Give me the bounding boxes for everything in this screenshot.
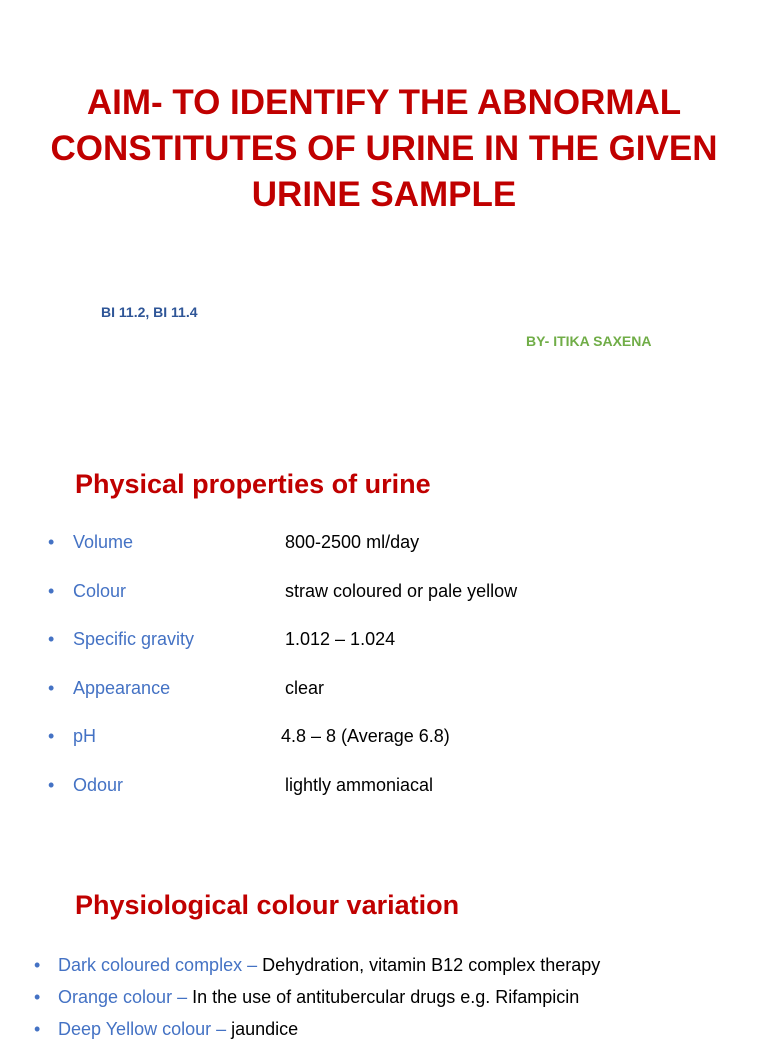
- bullet-icon: •: [34, 955, 41, 975]
- bullet-icon: •: [48, 726, 55, 746]
- curriculum-codes: BI 11.2, BI 11.4: [101, 304, 198, 320]
- list-item: [48, 676, 748, 725]
- physical-properties-heading: Physical properties of urine: [75, 469, 431, 499]
- page-title: AIM- TO IDENTIFY THE ABNORMAL CONSTITUTES OF URINE IN THE GIVEN URINE SAMPLE: [50, 83, 718, 214]
- variation-text: [58, 985, 579, 1009]
- list-item: [48, 773, 748, 822]
- variation-text: [58, 953, 600, 977]
- physical-properties-list: [48, 530, 748, 821]
- author-credit: BY- ITIKA SAXENA: [526, 333, 652, 349]
- property-name: Specific gravity: [73, 629, 195, 649]
- bullet-icon: •: [48, 774, 55, 795]
- property-name: Colour: [73, 580, 127, 601]
- property-value: 4.8 – 8 (Average 6.8): [281, 726, 450, 746]
- bullet-icon: •: [34, 987, 41, 1007]
- list-item: [48, 724, 748, 773]
- variation-label: Deep Yellow colour –: [58, 1019, 232, 1039]
- property-value: 1.012 – 1.024: [285, 629, 396, 649]
- bullet-icon: •: [48, 677, 55, 698]
- bullet-icon: •: [48, 629, 55, 649]
- property-name: Volume: [73, 532, 134, 552]
- list-item: [48, 579, 748, 628]
- variation-description: In the use of antitubercular drugs e.g. Rifampicin: [192, 987, 580, 1007]
- property-name: Appearance: [73, 677, 171, 698]
- list-item: [34, 953, 754, 985]
- bullet-icon: •: [48, 580, 55, 601]
- property-value: clear: [285, 677, 325, 698]
- list-item: [48, 530, 748, 579]
- property-value: 800-2500 ml/day: [285, 532, 420, 552]
- variation-description: Dehydration, vitamin B12 complex therapy: [262, 955, 601, 975]
- variation-description: jaundice: [231, 1019, 299, 1039]
- variation-label: Orange colour –: [58, 987, 193, 1007]
- variation-text: [58, 1017, 298, 1041]
- property-name: Odour: [73, 774, 124, 795]
- colour-variation-list: [34, 953, 754, 1049]
- property-name: pH: [73, 726, 97, 746]
- list-item: [34, 1017, 754, 1049]
- variation-label: Dark coloured complex –: [58, 955, 263, 975]
- list-item: [48, 627, 748, 676]
- property-value: straw coloured or pale yellow: [285, 580, 518, 601]
- colour-variation-heading: Physiological colour variation: [75, 890, 460, 920]
- list-item: [34, 985, 754, 1017]
- property-value: lightly ammoniacal: [285, 774, 434, 795]
- bullet-icon: •: [48, 532, 55, 552]
- bullet-icon: •: [34, 1019, 41, 1039]
